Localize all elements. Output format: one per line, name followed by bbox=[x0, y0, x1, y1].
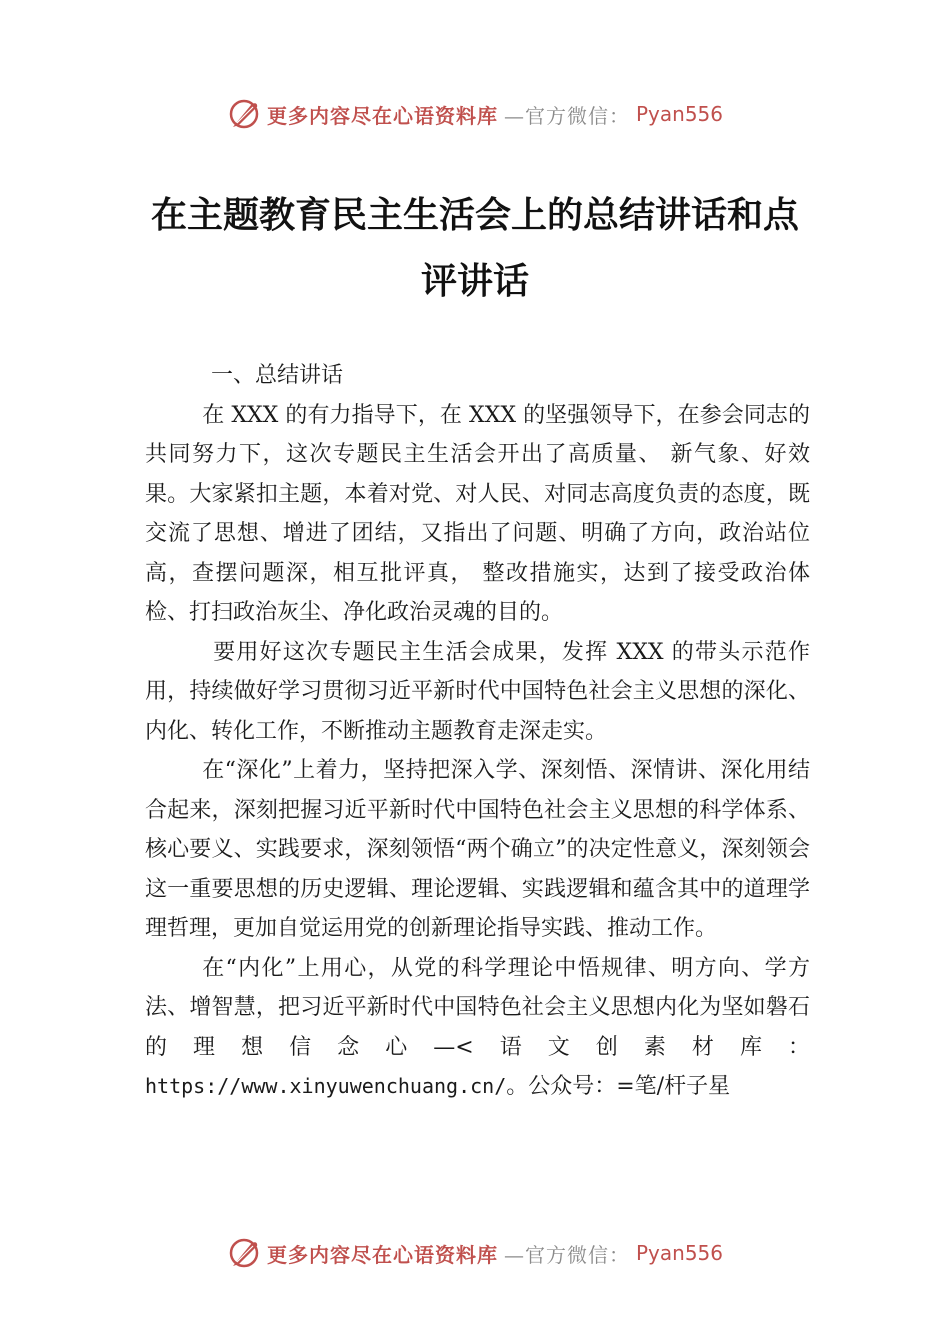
document-title: 在主题教育民主生活会上的总结讲话和点评讲话 bbox=[150, 194, 799, 302]
document-body bbox=[145, 356, 810, 1107]
banner-brand-text: 更多内容尽在心语资料库 bbox=[266, 103, 498, 128]
header-banner bbox=[0, 94, 950, 134]
paragraph-tail: 。公众号：=笔/杆子星 bbox=[506, 1074, 731, 1099]
source-url: https://www.xinyuwenchuang.cn/ bbox=[145, 1074, 507, 1098]
footer-banner bbox=[0, 1233, 950, 1273]
banner-wechat-handle: Pyan556 bbox=[635, 1241, 723, 1265]
paragraph: 要用好这次专题民主生活会成果，发挥 XXX 的带头示范作用，持续做好学习贯彻习近平新时代中国特色社会主义思想的深化、内化、转化工作，不断推动主题教育走深走实。 bbox=[145, 639, 810, 744]
banner-brand-text: 更多内容尽在心语资料库 bbox=[266, 1242, 498, 1267]
banner-wechat-handle: Pyan556 bbox=[635, 102, 723, 126]
paragraph-last bbox=[145, 949, 810, 1107]
quill-pen-circle-icon bbox=[227, 97, 261, 131]
banner-separator-text: —官方微信： bbox=[503, 1242, 630, 1267]
paragraph-text: 在“内化”上用心，从党的科学理论中悟规律、明方向、学方法、增智慧，把习近平新时代中国特色社会主义思想内化为坚如磐石的理想信念心—<语文创素材库： bbox=[145, 955, 810, 1060]
banner-separator-text: —官方微信： bbox=[503, 103, 630, 128]
quill-pen-circle-icon bbox=[227, 1236, 261, 1270]
paragraph: 在“深化”上着力，坚持把深入学、深刻悟、深情讲、深化用结合起来，深刻把握习近平新时代中国特色社会主义思想的科学体系、核心要义、实践要求，深刻领悟“两个确立”的决定性意义，深刻领会这一重要思想的历史逻辑、理论逻辑、实践逻辑和蕴含其中的道理学理哲理，更加自觉运用党的创新理论指导实践、推动工作。 bbox=[145, 758, 810, 941]
section-heading: 一、总结讲话 bbox=[211, 363, 344, 388]
paragraph: 在 XXX 的有力指导下，在 XXX 的坚强领导下，在参会同志的共同努力下，这次专题民主生活会开出了高质量、 新气象、好效果。大家紧扣主题，本着对党、对人民、对同志高度负责的态度，既交流了思想、增进了团结，又指出了问题、明确了方向，政治站位高，查摆问题深，相互批评真， 整改措施实，达到了接受政治体检、打扫政治灰尘、净化政治灵魂的目的。 bbox=[145, 402, 810, 625]
